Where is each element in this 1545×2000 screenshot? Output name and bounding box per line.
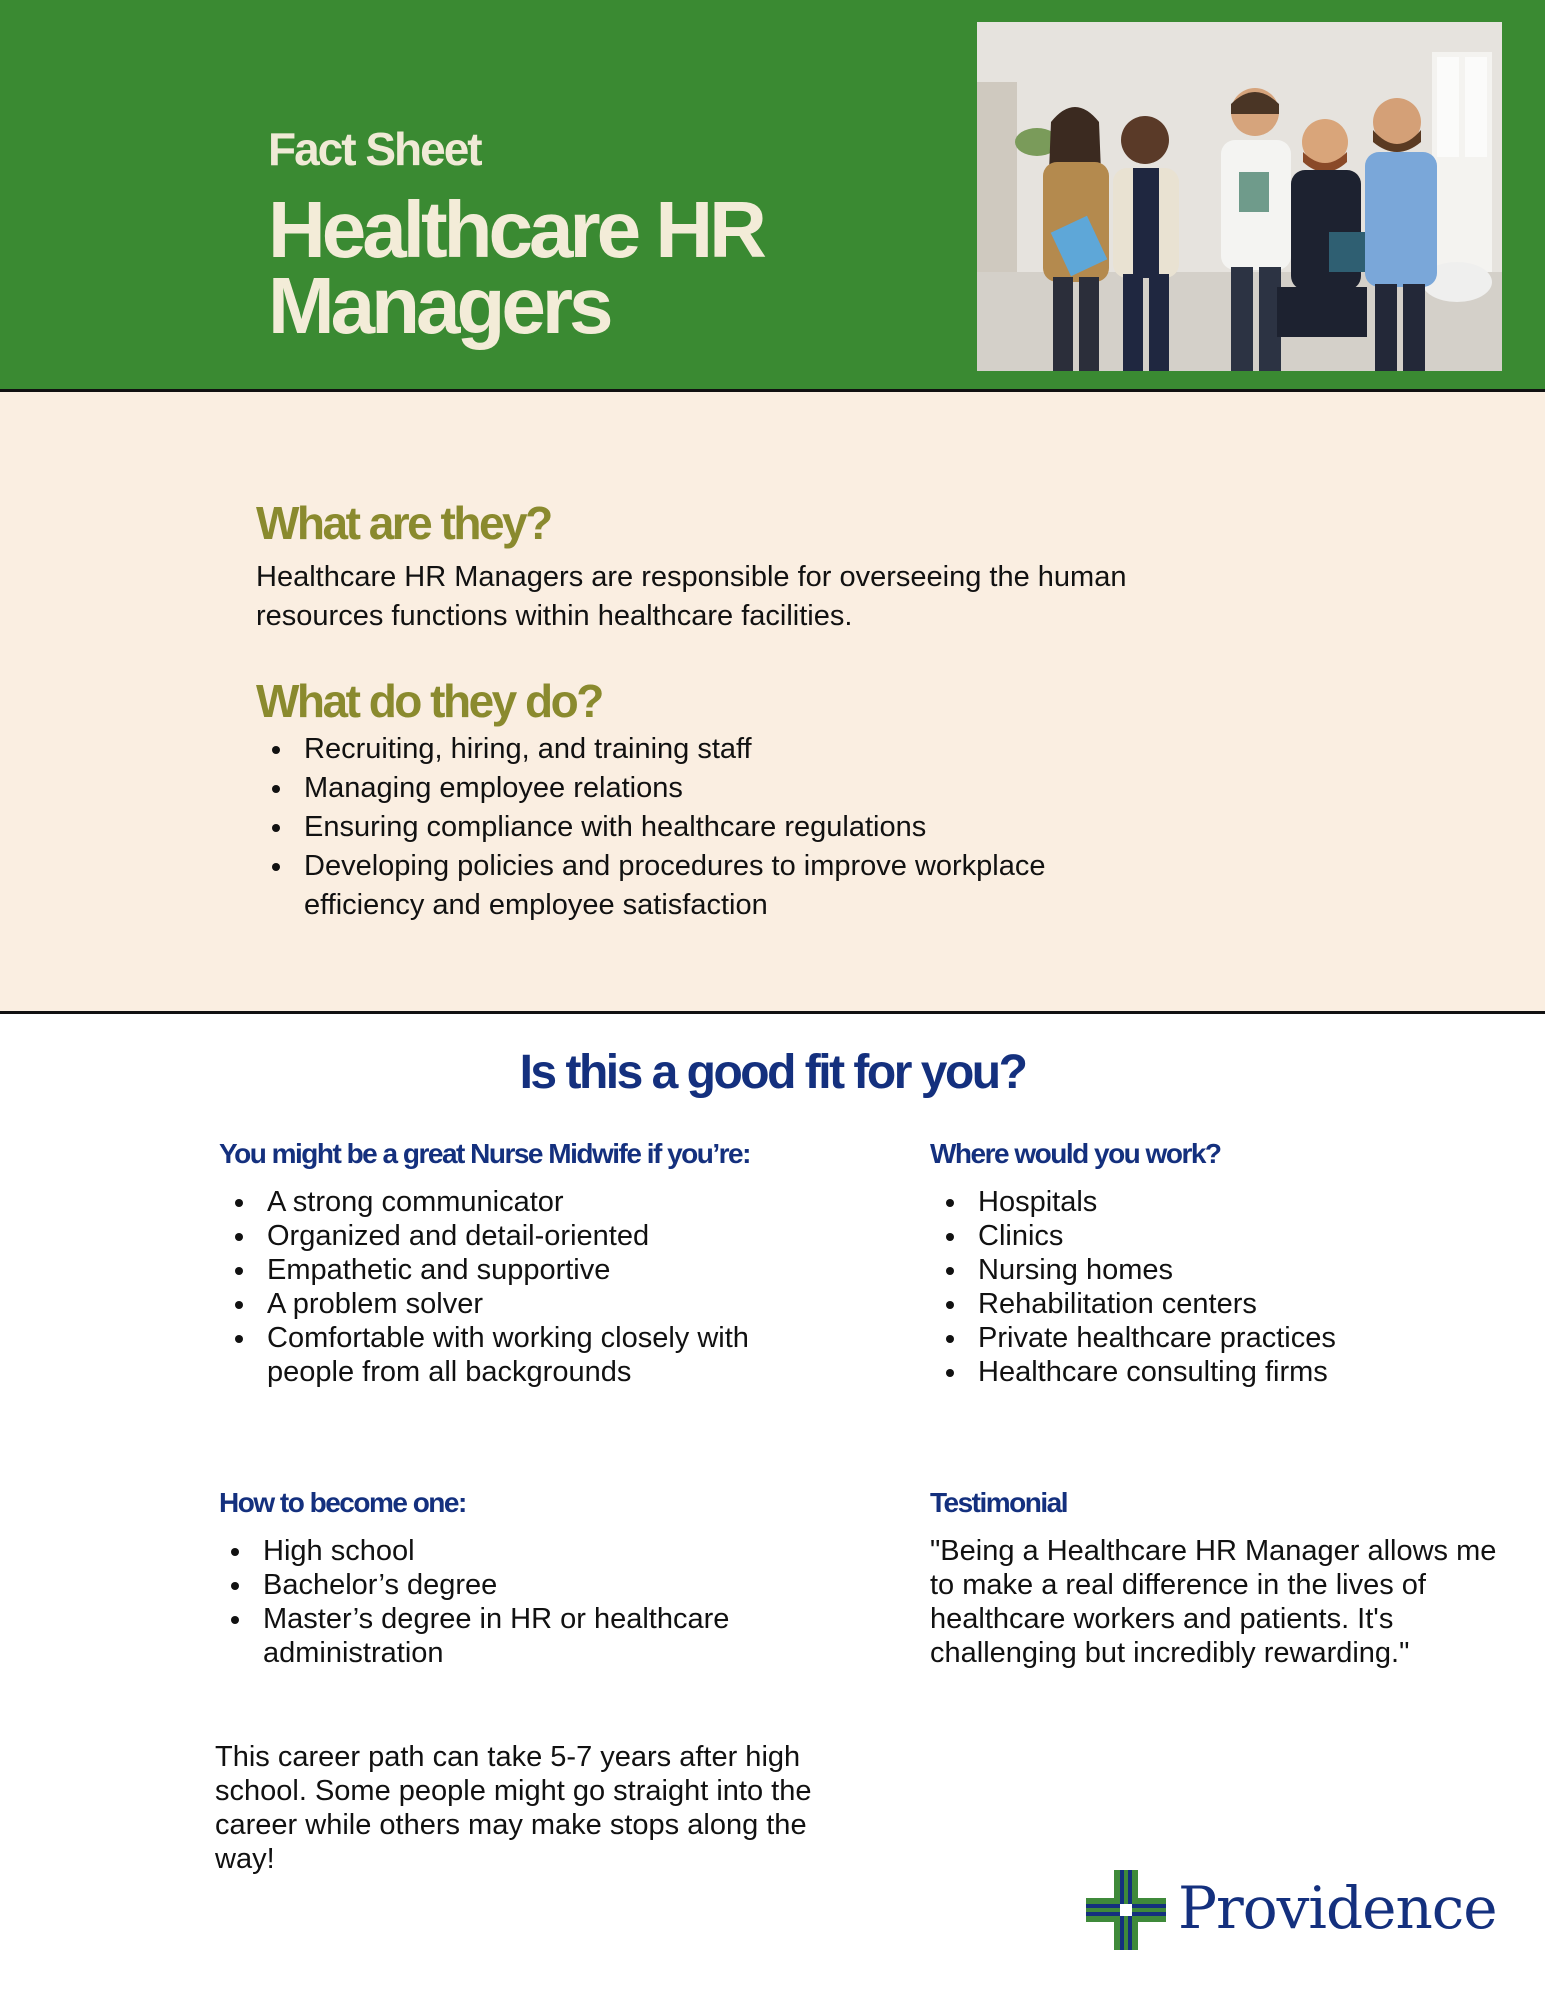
team-photo <box>977 22 1502 371</box>
do-heading: What do they do? <box>256 675 602 727</box>
work-list <box>930 1185 1490 1389</box>
list-item: Master’s degree in HR or healthcare administration <box>215 1602 775 1670</box>
list-item: A strong communicator <box>219 1185 779 1219</box>
header-banner <box>0 0 1545 392</box>
list-item: A problem solver <box>219 1287 779 1321</box>
list-item: Comfortable with working closely with people from all backgrounds <box>219 1321 779 1389</box>
team-photo-illustration <box>977 22 1502 371</box>
list-item: Nursing homes <box>930 1253 1490 1287</box>
list-item: Organized and detail-oriented <box>219 1219 779 1253</box>
eyebrow-label: Fact Sheet <box>268 123 481 175</box>
list-item: Developing policies and procedures to improve workplace efficiency and employee satisfaction <box>256 847 1156 925</box>
list-item: Recruiting, hiring, and training staff <box>256 730 1156 769</box>
traits-heading: You might be a great Nurse Midwife if you’re: <box>219 1138 750 1169</box>
list-item: Private healthcare practices <box>930 1321 1490 1355</box>
do-list <box>256 730 1156 925</box>
become-heading: How to become one: <box>219 1487 466 1518</box>
logo-wordmark: Providence <box>1178 1874 1497 1942</box>
list-item: Hospitals <box>930 1185 1490 1219</box>
page-title: Healthcare HR Managers <box>268 185 763 350</box>
list-item: Rehabilitation centers <box>930 1287 1490 1321</box>
career-path-note: This career path can take 5-7 years after high school. Some people might go straight into the career while others may make stops along the way! <box>215 1741 812 1875</box>
list-item: High school <box>215 1534 775 1568</box>
fit-title: Is this a good fit for you? <box>519 1046 1026 1099</box>
what-text: Healthcare HR Managers are responsible for overseeing the human resources functions within healthcare facilities. <box>256 561 1127 632</box>
what-heading: What are they? <box>256 497 551 549</box>
list-item: Ensuring compliance with healthcare regulations <box>256 808 1156 847</box>
list-item: Bachelor’s degree <box>215 1568 775 1602</box>
intro-section <box>0 392 1545 1014</box>
list-item: Empathetic and supportive <box>219 1253 779 1287</box>
traits-list <box>219 1185 779 1389</box>
testimonial-heading: Testimonial <box>930 1487 1068 1518</box>
list-item: Managing employee relations <box>256 769 1156 808</box>
list-item: Clinics <box>930 1219 1490 1253</box>
testimonial-quote: "Being a Healthcare HR Manager allows me to make a real difference in the lives of healthcare workers and patients. It's challenging but incredibly rewarding." <box>930 1535 1497 1669</box>
work-heading: Where would you work? <box>930 1138 1221 1169</box>
list-item: Healthcare consulting firms <box>930 1355 1490 1389</box>
providence-logo <box>1086 1870 1497 1950</box>
cross-icon <box>1086 1870 1166 1950</box>
become-list <box>215 1534 775 1670</box>
